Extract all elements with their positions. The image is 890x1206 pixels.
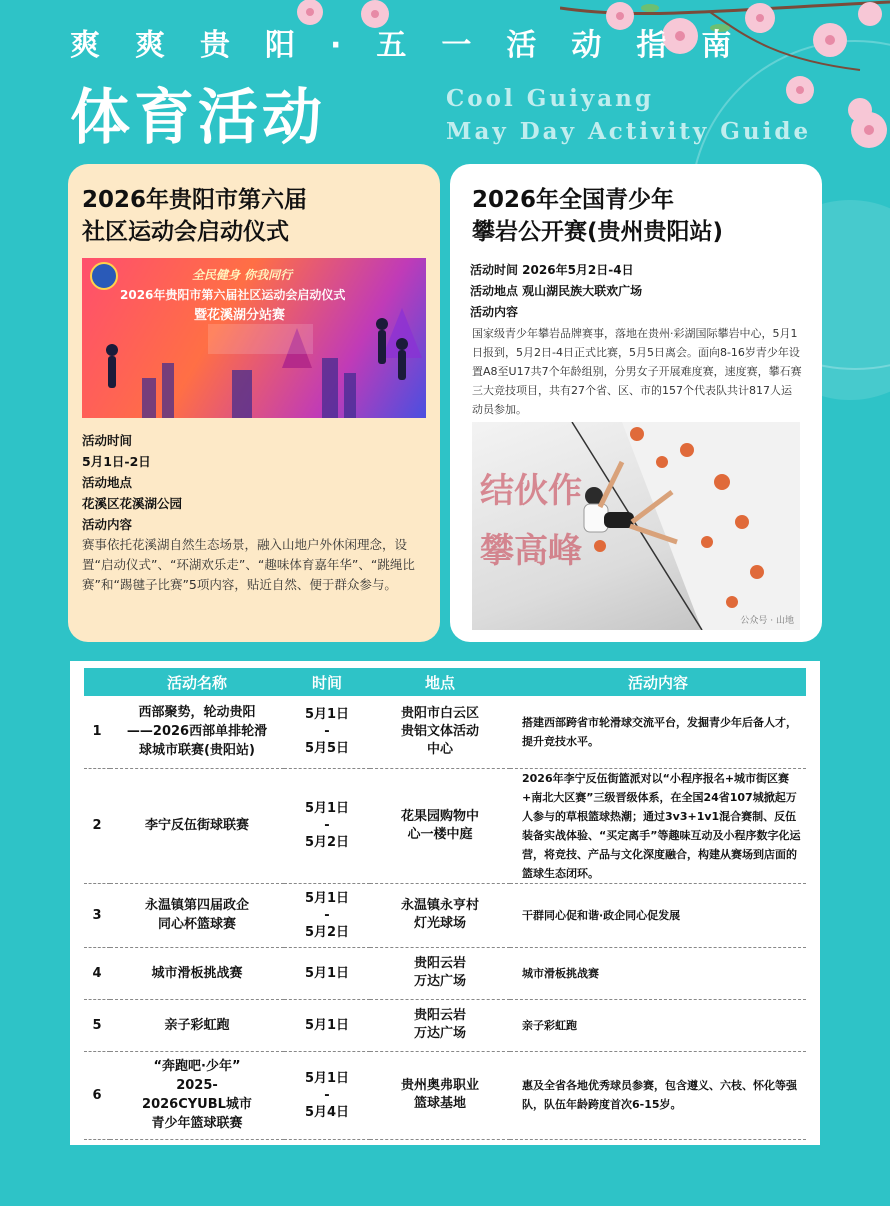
activity-place: 花果园购物中 心一楼中庭: [370, 768, 510, 883]
activity-content: 搭建西部跨省市轮滑球交流平台，发掘青少年后备人才，提升竞技水平。: [510, 696, 806, 768]
page-title: 体育活动: [70, 83, 326, 153]
activity-table-panel: [70, 661, 820, 1145]
time-text: 活动时间 2026年5月2日-4日: [470, 263, 634, 277]
table-row: [84, 947, 806, 999]
card-title-line2: 社区运动会启动仪式: [82, 219, 289, 245]
table-row: [84, 696, 806, 768]
activity-content: 2026年李宁反伍街篮派对以“小程序报名+城市街区赛+南北大区赛”三级晋级体系，在全国24省107城掀起万人参与的草根篮球热潮；通过3v3+1v1混合赛制、反伍装备实战体验、“买定离手”等趣味互动及小程序数字化运营，将竞技、产品与文化深度融合，构建从赛场到店面的篮球生态闭环。: [510, 768, 806, 883]
activity-name: 永温镇第四届政企 同心杯篮球赛: [110, 883, 284, 947]
activity-name: 李宁反伍街球联赛: [110, 768, 284, 883]
svg-text:攀高峰: 攀高峰: [480, 531, 582, 571]
activity-time: 5月1日: [284, 947, 370, 999]
content-value: 赛事依托花溪湖自然生态场景，融入山地户外休闲理念，设置“启动仪式”、“环湖欢乐走”、“趣味体育嘉年华”、“跳绳比赛”和“踢毽子比赛”5项内容，贴近自然、便于群众参与。: [82, 537, 415, 592]
table-header-col-time: 时间: [284, 668, 370, 696]
table-row: [84, 768, 806, 883]
place-label: 活动地点: [82, 475, 133, 490]
activity-place: 贵州奥弗职业 篮球基地: [370, 1051, 510, 1139]
event-poster-image: [82, 258, 426, 418]
activity-time: 5月1日 - 5月4日: [284, 1051, 370, 1139]
table-row: [84, 999, 806, 1051]
place-text: 活动地点 观山湖民族大联欢广场: [470, 284, 643, 298]
table-header-col-number: [84, 668, 110, 696]
english-title-line1: Cool Guiyang: [446, 85, 654, 112]
activity-name: 城市滑板挑战赛: [110, 947, 284, 999]
cherry-blossom-icon: [845, 108, 890, 158]
climbing-photo: [472, 422, 800, 630]
table-row: [84, 1051, 806, 1139]
activity-time: 5月1日 - 5月2日: [284, 883, 370, 947]
page-subtitle: 爽爽贵阳·五一活动指南: [70, 28, 767, 63]
activity-content: 亲子彩虹跑: [510, 999, 806, 1051]
card-title: [82, 184, 307, 248]
activity-time: 5月1日 - 5月2日: [284, 768, 370, 883]
activity-content: 惠及全省各地优秀球员参赛，包含遵义、六枝、怀化等强队，队伍年龄跨度首次6-15岁。: [510, 1051, 806, 1139]
content-value: 国家级青少年攀岩品牌赛事，落地在贵州·彩湖国际攀岩中心，5月1日报到，5月2日-4日正式比赛，5月5日离会。面向8-16岁青少年设置A8至U17共7个年龄组别，分男女子开展难度赛，速度赛，攀石赛三大竞技项目，共有27个省、区、市的157个代表队共计817人运动员参加。: [472, 327, 802, 416]
time-label: 活动时间: [82, 433, 133, 448]
row-number: 2: [84, 768, 110, 883]
row-number: 4: [84, 947, 110, 999]
table-header-col-place: 地点: [370, 668, 510, 696]
svg-text:结伙作: 结伙作: [480, 471, 582, 511]
activity-content: 城市滑板挑战赛: [510, 947, 806, 999]
activity-place: 贵阳云岩 万达广场: [370, 999, 510, 1051]
poster-slogan: 全民健身 你我同行: [192, 268, 293, 282]
event-details: [82, 430, 432, 595]
row-number: 3: [84, 883, 110, 947]
climbing-open-card: [450, 164, 822, 642]
activity-name: 亲子彩虹跑: [110, 999, 284, 1051]
activity-time: 5月1日: [284, 999, 370, 1051]
activity-time: 5月1日 - 5月5日: [284, 696, 370, 768]
table-header-col-name: 活动名称: [110, 668, 284, 696]
content-label: 活动内容: [82, 517, 133, 532]
community-games-card: [68, 164, 440, 642]
table-row: [84, 883, 806, 947]
activity-table: [84, 668, 806, 1140]
card-title-line1: 2026年贵阳市第六届: [82, 187, 308, 213]
activity-place: 贵阳市白云区 贵铝文体活动 中心: [370, 696, 510, 768]
poster-title: 2026年贵阳市第六届社区运动会启动仪式: [120, 288, 346, 302]
english-title: [446, 82, 811, 148]
time-value: 5月1日-2日: [82, 454, 151, 469]
photo-watermark: 公众号 · 山地: [740, 616, 794, 626]
event-details: [470, 260, 810, 323]
row-number: 1: [84, 696, 110, 768]
card-title-line2: 攀岩公开赛(贵州贵阳站): [472, 219, 724, 245]
activity-place: 永温镇永亨村 灯光球场: [370, 883, 510, 947]
card-title: [472, 184, 723, 248]
poster-subtitle: 暨花溪湖分站赛: [194, 308, 286, 323]
activity-content: 干群同心促和谐·政企同心促发展: [510, 883, 806, 947]
row-number: 6: [84, 1051, 110, 1139]
row-number: 5: [84, 999, 110, 1051]
place-value: 花溪区花溪湖公园: [82, 496, 183, 511]
climber-illustration: [472, 422, 800, 630]
activity-name: “奔跑吧·少年” 2025- 2026CYUBL城市 青少年篮球联赛: [110, 1051, 284, 1139]
table-header-row: [84, 668, 806, 696]
activity-place: 贵阳云岩 万达广场: [370, 947, 510, 999]
english-title-line2: May Day Activity Guide: [446, 118, 812, 145]
card-title-line1: 2026年全国青少年: [472, 187, 675, 213]
table-body: [84, 696, 806, 1139]
activity-name: 西部聚势，轮动贵阳 ——2026西部单排轮滑 球城市联赛(贵阳站): [110, 696, 284, 768]
content-label: 活动内容: [470, 305, 519, 319]
table-header-col-content: 活动内容: [510, 668, 806, 696]
